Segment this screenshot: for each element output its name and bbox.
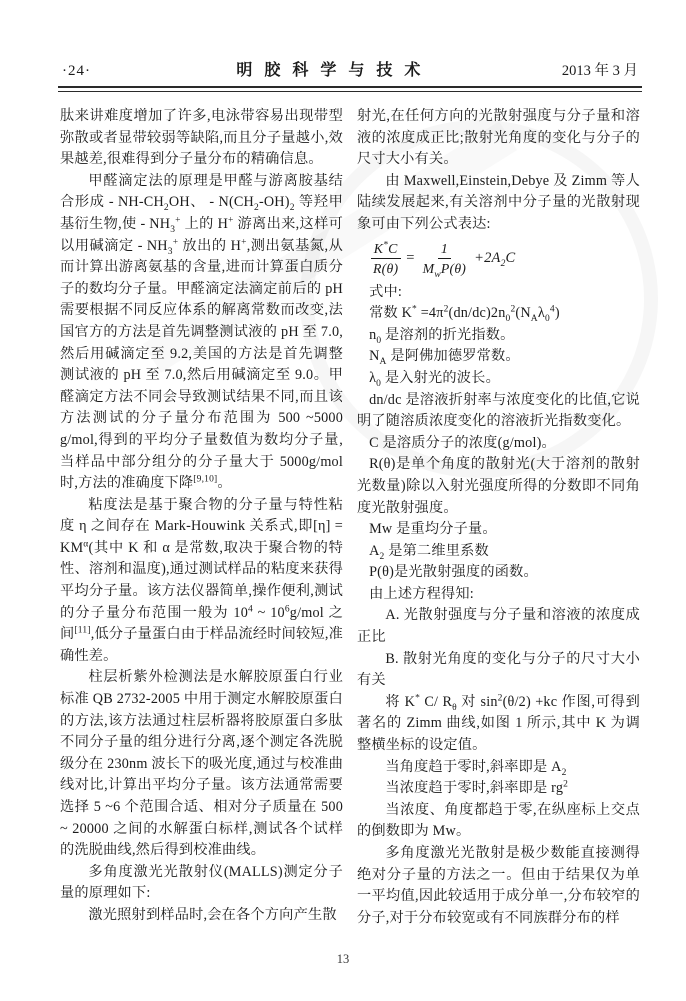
page-header — [62, 57, 638, 80]
paragraph: 激光照射到样品时,会在各个方向产生散 — [88, 906, 337, 923]
paragraph: 射光,在任何方向的光散射强度与分子量和溶液的浓度成正比;散射光角度的变化与分子的尺寸大小有关。 — [357, 108, 640, 168]
page-number: 13 — [336, 952, 350, 966]
paragraph: 常数 $K^* =4\pi^2(dn/dc)2n_0^2(N_A\lambda_0^4)$ — [369, 304, 560, 324]
paragraph: 式中: — [369, 283, 402, 300]
equation-lhs-numerator: K*C — [371, 240, 401, 259]
paragraph: A. 光散射强度与分子量和溶液的浓度成正比 — [357, 607, 640, 646]
paragraph: 甲醛滴定法的原理是甲醛与游离胺基结合形成 - $NH-CH_2OH$、 - $N(CH_2-OH)_2$ 等羟甲基衍生物,使 - $NH_3^+$ 上的 H+ 游离出来,这样可以用碱滴定 - $NH_3^+$ 放出的 H+,测出氨基氮,从而计算出游离氨基的含量,进而计算蛋白质分子的数均分子量。甲醛滴定法滴定前后的 pH 需要根据不同反应体系的解离常数而改变,法国官方的方法是首先调整测试液的 pH 至 7.0,然后用碱滴定至 9.2,美国的方法是首先调整测试液的 pH 至 7.0,然后用碱滴定至 9.0。甲醛滴定方法不同会导致测试结果不同,而且该方法测试的分子量分布范围为 500 ~5000 g/mol,得到的平均分子量数值为数均分子量,当样品中部分组分的分子量大于 5000g/mol 时,方法的准确度下降[9,10]。 — [60, 172, 343, 492]
equation-rhs-fraction — [420, 240, 469, 280]
paragraph: P(θ)是光散射强度的函数。 — [369, 564, 538, 581]
paragraph: $N_A$ 是阿佛加德罗常数。 — [369, 348, 520, 368]
paragraph: 当浓度趋于零时,斜率即是 $rg^2$ — [385, 779, 569, 797]
equation-rhs-denominator: $M_wP(\theta)$ — [422, 261, 467, 280]
paragraph: dn/dc 是溶液折射率与浓度变化的比值,它说明了随溶质浓度变化的溶液折光指数变化。 — [357, 391, 640, 430]
paragraph: 由上述方程得知: — [369, 585, 474, 602]
paragraph: R(θ)是单个角度的散射光(大于溶剂的散射光数量)除以入射光强度所得的分数即不同角度光散射强度。 — [357, 456, 640, 516]
paragraph: Mw 是重均分子量。 — [369, 521, 497, 538]
header-double-rule — [58, 86, 642, 92]
paragraph: 由 Maxwell,Einstein,Debye 及 Zimm 等人陆续发展起来,有关溶剂中分子量的光散射现象可由下列公式表达: — [357, 172, 640, 232]
paragraph: 多角度激光光散射是极少数能直接测得绝对分子量的方法之一。但由于结果仅为单一平均值,因此较适用于成分单一,分布较窄的分子,对于分布较宽或有不同族群分布的样 — [357, 845, 640, 926]
issue-date: 2013 年 3 月 — [561, 63, 638, 79]
page-footer — [0, 952, 686, 967]
paragraph: 多角度激光光散射仪(MALLS)测定分子量的原理如下: — [60, 863, 343, 902]
paragraph: C 是溶质分子的浓度(g/mol)。 — [369, 434, 556, 451]
paragraph: 粘度法是基于聚合物的分子量与特性粘度 η 之间存在 Mark-Houwink 关系式,即$[\eta] = KM^\alpha$(其中 K 和 α 是常数,取决于聚合物的特性、溶剂和温度),通过测试样品的粘度来获得平均分子量。该方法仪器简单,操作便利,测试的分子量分布范围一般为 $10^4$ ~ $10^6g$/mol 之间[11],低分子量蛋白由于样品流经时间较短,准确性差。 — [60, 496, 343, 664]
equation-rhs-numerator: 1 — [438, 240, 451, 259]
header-page-label: ·24· — [62, 63, 91, 79]
left-column — [60, 106, 343, 929]
right-column — [357, 106, 640, 929]
light-scattering-equation — [357, 236, 640, 282]
paragraph: $A_2$ 是第二维里系数 — [369, 542, 489, 562]
two-column-body — [60, 106, 640, 929]
journal-title: 明胶科学与技术 — [236, 62, 433, 79]
paragraph: 肽来讲难度增加了许多,电泳带容易出现带型弥散或者显带较弱等缺陷,而且分子量越小,效果越差,很难得到分子量分布的精确信息。 — [60, 108, 343, 168]
equation-tail-term: $+2A_2C$ — [474, 249, 516, 269]
paragraph: B. 散射光角度的变化与分子的尺寸大小有关 — [357, 650, 640, 689]
paragraph: 将 K* C/ $R_\theta$ 对 $\sin^2(\theta/2) +kc$ 作图,可得到著名的 Zimm 曲线,如图 1 所示,其中 K 为调整横坐标的设定值。 — [357, 693, 640, 754]
paragraph: $\lambda_0$ 是入射光的波长。 — [369, 369, 500, 389]
equals-sign: = — [406, 249, 415, 266]
paragraph: 当浓度、角度都趋于零,在纵座标上交点的倒数即为 Mw。 — [357, 801, 640, 840]
equation-lhs-denominator: R(θ) — [373, 261, 399, 277]
paragraph: $n_0$ 是溶剂的折光指数。 — [369, 326, 515, 346]
paragraph: 柱层析紫外检测法是水解胶原蛋白行业标准 QB 2732-2005 中用于测定水解胶原蛋白的方法,该方法通过柱层析器将胶原蛋白多肽不同分子量的组分进行分离,逐个测定各洗脱级分在 230nm 波长下的吸光度,通过与校准曲线对比,计算出平均分子量。该方法通常需要选择 5 ~6 个范围合适、相对分子质量在 500 ~ 20000 之间的水解蛋白标样,测试各个试样的洗脱曲线,然后得到校准曲线。 — [60, 669, 343, 859]
equation-lhs-fraction — [370, 240, 401, 277]
paragraph: 当角度趋于零时,斜率即是 $A_2$ — [385, 758, 567, 778]
